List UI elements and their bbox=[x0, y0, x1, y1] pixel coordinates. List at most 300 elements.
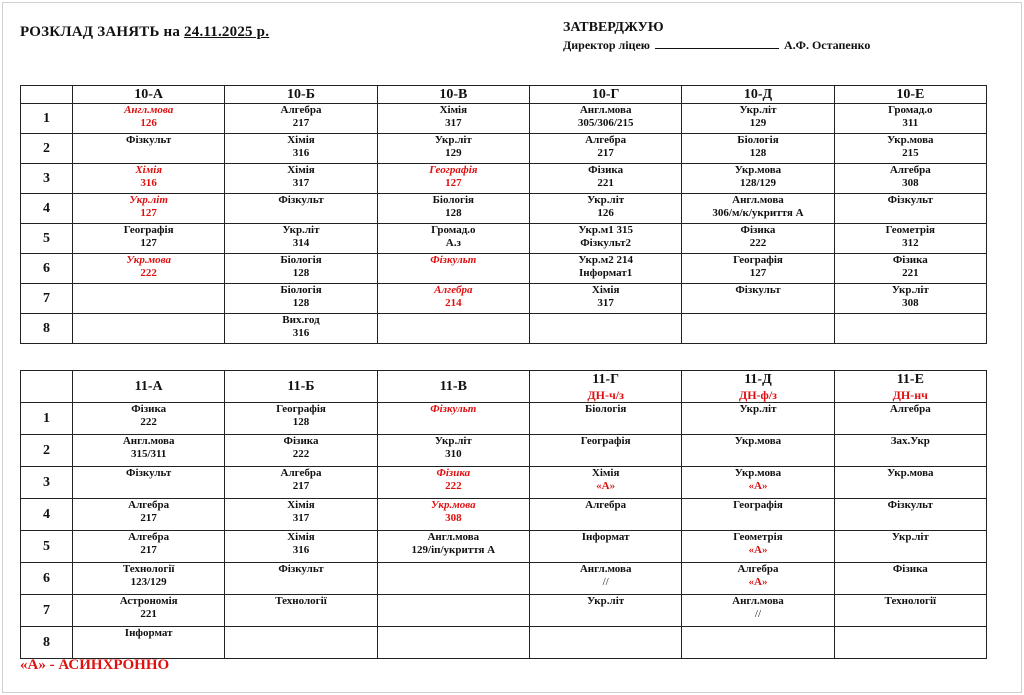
room-number: 126 bbox=[140, 117, 157, 129]
table-row bbox=[21, 499, 987, 531]
subject-name: Алгебра bbox=[889, 403, 931, 415]
room-number: 221 bbox=[140, 608, 157, 620]
subject-name: Фізкульт bbox=[278, 563, 324, 575]
subject-name: Інформат bbox=[124, 627, 173, 639]
lesson-number: 7 bbox=[21, 284, 73, 314]
subject-name: Англ.мова bbox=[579, 563, 632, 575]
table-row bbox=[21, 403, 987, 435]
lesson-number: 7 bbox=[21, 595, 73, 627]
lesson-cell bbox=[225, 164, 377, 194]
room-number: 314 bbox=[292, 237, 310, 249]
room-number: 217 bbox=[597, 147, 614, 159]
room-number: «А» bbox=[748, 544, 768, 556]
lesson-cell bbox=[529, 224, 681, 254]
subject-name: Англ.мова bbox=[124, 104, 174, 116]
lesson-cell bbox=[73, 224, 225, 254]
room-number: 217 bbox=[292, 117, 310, 129]
subject-name: Фізика bbox=[892, 254, 928, 266]
subject-name: Укр.мова bbox=[734, 435, 782, 447]
subject-name: Фізика bbox=[283, 435, 319, 447]
approval-name: А.Ф. Остапенко bbox=[783, 38, 871, 52]
lesson-cell bbox=[225, 194, 377, 224]
subject-name: Хімія bbox=[287, 164, 315, 176]
room-number: 308 bbox=[445, 512, 462, 524]
subject-name: Технології bbox=[275, 595, 327, 607]
subject-name: Фізкульт bbox=[887, 499, 933, 511]
lesson-cell bbox=[225, 104, 377, 134]
lesson-cell bbox=[377, 194, 529, 224]
subject-name: Громад.о bbox=[888, 104, 933, 116]
lesson-cell bbox=[225, 627, 377, 659]
table-row bbox=[21, 467, 987, 499]
lesson-cell bbox=[682, 499, 834, 531]
lesson-cell bbox=[225, 435, 377, 467]
lesson-cell bbox=[682, 284, 834, 314]
lesson-number: 3 bbox=[21, 164, 73, 194]
subject-name: Фізкульт bbox=[278, 194, 324, 206]
lesson-number: 3 bbox=[21, 467, 73, 499]
class-subtitle: ДН-ф/з bbox=[738, 387, 777, 402]
header-corner-cell bbox=[21, 86, 73, 104]
lesson-cell bbox=[73, 254, 225, 284]
lesson-cell bbox=[225, 314, 377, 344]
lesson-cell bbox=[529, 435, 681, 467]
subject-name: Фізкульт bbox=[430, 403, 477, 415]
lesson-cell bbox=[529, 563, 681, 595]
lesson-number: 2 bbox=[21, 134, 73, 164]
lesson-cell bbox=[225, 254, 377, 284]
room-number: 222 bbox=[292, 448, 310, 460]
class-header-cell bbox=[73, 86, 225, 104]
room-number: 222 bbox=[749, 237, 767, 249]
subject-name: Біологія bbox=[737, 134, 779, 146]
lesson-cell bbox=[225, 467, 377, 499]
lesson-number: 4 bbox=[21, 194, 73, 224]
room-number: 306/м/к/укриття А bbox=[712, 207, 804, 219]
subject-name: Укр.м1 315 bbox=[578, 224, 633, 236]
subject-name: Хімія bbox=[287, 499, 315, 511]
lesson-cell bbox=[73, 595, 225, 627]
lesson-cell bbox=[73, 284, 225, 314]
approval-block bbox=[563, 20, 870, 53]
table-row bbox=[21, 284, 987, 314]
class-name: 11-Г bbox=[592, 371, 620, 387]
room-number: 128 bbox=[292, 267, 310, 279]
lesson-cell bbox=[529, 104, 681, 134]
subject-name: Укр.літ bbox=[739, 403, 777, 415]
lesson-cell bbox=[529, 627, 681, 659]
class-header-cell bbox=[529, 371, 681, 403]
lesson-number: 1 bbox=[21, 403, 73, 435]
subject-name: Алгебра bbox=[280, 467, 322, 479]
room-number: 128 bbox=[445, 207, 462, 219]
subject-name: Фізика bbox=[588, 164, 624, 176]
lesson-number: 1 bbox=[21, 104, 73, 134]
class-name: 10-Е bbox=[896, 86, 925, 102]
lesson-cell bbox=[834, 467, 986, 499]
lesson-cell bbox=[225, 531, 377, 563]
room-number: // bbox=[754, 608, 762, 620]
approval-title: ЗАТВЕРДЖУЮ bbox=[563, 20, 664, 35]
lesson-cell bbox=[834, 284, 986, 314]
subject-name: Укр.літ bbox=[739, 104, 777, 116]
lesson-cell bbox=[377, 467, 529, 499]
subject-name: Географія bbox=[276, 403, 326, 415]
subject-name: Громад.о bbox=[431, 224, 476, 236]
subject-name: Алгебра bbox=[889, 164, 931, 176]
lesson-cell bbox=[682, 254, 834, 284]
approval-signature-line bbox=[563, 38, 870, 53]
subject-name: Алгебра bbox=[128, 499, 170, 511]
lesson-number: 4 bbox=[21, 499, 73, 531]
lesson-number: 8 bbox=[21, 314, 73, 344]
subject-name: Астрономія bbox=[119, 595, 178, 607]
subject-name: Фізика bbox=[892, 563, 928, 575]
class-header-cell bbox=[377, 371, 529, 403]
subject-name: Вих.год bbox=[282, 314, 320, 326]
lesson-cell bbox=[529, 531, 681, 563]
subject-name: Технології bbox=[884, 595, 937, 607]
class-header-cell bbox=[225, 86, 377, 104]
lesson-cell bbox=[834, 254, 986, 284]
lesson-cell bbox=[377, 284, 529, 314]
room-number: 222 bbox=[140, 267, 157, 279]
subject-name: Фізика bbox=[436, 467, 471, 479]
subject-name: Алгебра bbox=[128, 531, 170, 543]
class-name: 10-Д bbox=[743, 86, 773, 102]
subject-name: Укр.літ bbox=[587, 194, 625, 206]
subject-name: Англ.мова bbox=[427, 531, 480, 543]
lesson-cell bbox=[834, 224, 986, 254]
lesson-cell bbox=[377, 134, 529, 164]
class-subtitle: ДН-ч/з bbox=[587, 387, 624, 402]
lesson-cell bbox=[73, 563, 225, 595]
subject-name: Біологія bbox=[280, 254, 322, 266]
lesson-cell bbox=[682, 164, 834, 194]
subject-name: Хімія bbox=[287, 134, 315, 146]
lesson-cell bbox=[682, 224, 834, 254]
lesson-cell bbox=[377, 104, 529, 134]
room-number: 128 bbox=[292, 416, 310, 428]
lesson-cell bbox=[73, 403, 225, 435]
table-header-row bbox=[21, 371, 987, 403]
approval-role: Директор ліцею bbox=[563, 38, 650, 52]
lesson-cell bbox=[377, 314, 529, 344]
room-number: 127 bbox=[140, 237, 157, 249]
class-name: 11-В bbox=[439, 378, 467, 394]
room-number: 310 bbox=[445, 448, 462, 460]
lesson-cell bbox=[225, 595, 377, 627]
lesson-cell bbox=[529, 194, 681, 224]
lesson-cell bbox=[529, 467, 681, 499]
class-subtitle: ДН-нч bbox=[892, 387, 928, 402]
table-row bbox=[21, 104, 987, 134]
subject-name: Фізкульт bbox=[126, 467, 172, 479]
class-name: 11-А bbox=[134, 378, 163, 394]
class-name: 10-В bbox=[439, 86, 468, 102]
room-number: 217 bbox=[140, 512, 157, 524]
room-number: 316 bbox=[292, 147, 310, 159]
lesson-cell bbox=[377, 531, 529, 563]
room-number: 127 bbox=[140, 207, 157, 219]
class-name: 11-Д bbox=[744, 371, 772, 387]
room-number: 128/129 bbox=[739, 177, 776, 189]
table-row bbox=[21, 254, 987, 284]
class-name: 11-Б bbox=[287, 378, 315, 394]
title-prefix: РОЗКЛАД ЗАНЯТЬ на bbox=[20, 24, 181, 40]
subject-name: Біологія bbox=[584, 403, 627, 415]
lesson-cell bbox=[682, 467, 834, 499]
lesson-cell bbox=[834, 595, 986, 627]
lesson-cell bbox=[834, 194, 986, 224]
table-row bbox=[21, 194, 987, 224]
subject-name: Географія bbox=[429, 164, 478, 176]
lesson-cell bbox=[682, 595, 834, 627]
subject-name: Укр.літ bbox=[434, 134, 472, 146]
room-number: «А» bbox=[596, 480, 616, 492]
lesson-cell bbox=[834, 164, 986, 194]
lesson-cell bbox=[682, 194, 834, 224]
lesson-cell bbox=[682, 435, 834, 467]
table-row bbox=[21, 531, 987, 563]
schedule-date: 24.11.2025 р. bbox=[184, 24, 270, 40]
lesson-cell bbox=[834, 499, 986, 531]
room-number: «А» bbox=[748, 480, 768, 492]
room-number: «А» bbox=[748, 576, 768, 588]
room-number: Фізкульт2 bbox=[580, 237, 632, 249]
table-row bbox=[21, 435, 987, 467]
lesson-cell bbox=[73, 531, 225, 563]
class-header-cell bbox=[377, 86, 529, 104]
legend-async: «А» - АСИНХРОННО bbox=[20, 657, 170, 673]
class-header-cell bbox=[834, 86, 986, 104]
lesson-cell bbox=[834, 627, 986, 659]
subject-name: Хімія bbox=[591, 467, 620, 479]
lesson-cell bbox=[529, 134, 681, 164]
lesson-cell bbox=[73, 435, 225, 467]
lesson-cell bbox=[377, 224, 529, 254]
subject-name: Зах.Укр bbox=[890, 435, 930, 447]
lesson-cell bbox=[377, 595, 529, 627]
lesson-cell bbox=[377, 254, 529, 284]
room-number: 128 bbox=[749, 147, 767, 159]
lesson-cell bbox=[225, 224, 377, 254]
subject-name: Географія bbox=[123, 224, 174, 236]
room-number: 317 bbox=[292, 177, 310, 189]
subject-name: Фізкульт bbox=[735, 284, 781, 296]
lesson-cell bbox=[834, 314, 986, 344]
lesson-cell bbox=[834, 435, 986, 467]
subject-name: Хімія bbox=[439, 104, 468, 116]
lesson-cell bbox=[682, 134, 834, 164]
subject-name: Фізика bbox=[740, 224, 776, 236]
room-number: 311 bbox=[902, 117, 919, 129]
table-row bbox=[21, 627, 987, 659]
subject-name: Укр.літ bbox=[587, 595, 625, 607]
class-name: 10-Б bbox=[287, 86, 315, 102]
table-row bbox=[21, 563, 987, 595]
lesson-cell bbox=[529, 403, 681, 435]
schedule-table-grade-10 bbox=[20, 85, 987, 344]
subject-name: Англ.мова bbox=[579, 104, 632, 116]
room-number: Інформат1 bbox=[579, 267, 633, 279]
subject-name: Фізкульт bbox=[887, 194, 933, 206]
lesson-cell bbox=[377, 164, 529, 194]
subject-name: Фізкульт bbox=[126, 134, 172, 146]
lesson-cell bbox=[225, 563, 377, 595]
room-number: 129/іп/укриття А bbox=[411, 544, 496, 556]
subject-name: Укр.мова bbox=[126, 254, 171, 266]
lesson-cell bbox=[682, 314, 834, 344]
subject-name: Географія bbox=[580, 435, 631, 447]
subject-name: Геометрія bbox=[733, 531, 783, 543]
subject-name: Біологія bbox=[432, 194, 474, 206]
table-row bbox=[21, 314, 987, 344]
room-number: 217 bbox=[292, 480, 310, 492]
subject-name: Укр.мова bbox=[887, 134, 934, 146]
lesson-number: 5 bbox=[21, 531, 73, 563]
room-number: 215 bbox=[902, 147, 919, 159]
schedule-title bbox=[20, 24, 269, 41]
lesson-number: 6 bbox=[21, 563, 73, 595]
lesson-cell bbox=[529, 254, 681, 284]
room-number: 308 bbox=[902, 177, 919, 189]
room-number: 312 bbox=[902, 237, 919, 249]
room-number: А.з bbox=[445, 237, 461, 249]
class-header-cell bbox=[682, 371, 834, 403]
header-corner-cell bbox=[21, 371, 73, 403]
lesson-cell bbox=[73, 314, 225, 344]
lesson-cell bbox=[834, 104, 986, 134]
subject-name: Укр.літ bbox=[891, 531, 929, 543]
lesson-cell bbox=[73, 104, 225, 134]
lesson-cell bbox=[834, 531, 986, 563]
lesson-cell bbox=[682, 627, 834, 659]
subject-name: Геометрія bbox=[885, 224, 935, 236]
room-number: 127 bbox=[445, 177, 462, 189]
lesson-cell bbox=[73, 627, 225, 659]
class-name: 11-Е bbox=[896, 371, 924, 387]
subject-name: Інформат bbox=[581, 531, 630, 543]
subject-name: Алгебра bbox=[737, 563, 779, 575]
lesson-cell bbox=[73, 134, 225, 164]
lesson-number: 8 bbox=[21, 627, 73, 659]
lesson-cell bbox=[225, 134, 377, 164]
subject-name: Хімія bbox=[287, 531, 315, 543]
class-header-cell bbox=[225, 371, 377, 403]
subject-name: Укр.мова bbox=[734, 164, 782, 176]
lesson-cell bbox=[225, 284, 377, 314]
subject-name: Англ.мова bbox=[732, 194, 784, 206]
room-number: 217 bbox=[140, 544, 157, 556]
table-row bbox=[21, 224, 987, 254]
room-number: 129 bbox=[445, 147, 462, 159]
subject-name: Укр.літ bbox=[434, 435, 472, 447]
class-name: 10-Г bbox=[591, 86, 620, 102]
lesson-cell bbox=[377, 627, 529, 659]
room-number: 316 bbox=[292, 544, 310, 556]
room-number: 317 bbox=[445, 117, 462, 129]
class-name: 10-А bbox=[134, 86, 164, 102]
lesson-cell bbox=[377, 403, 529, 435]
room-number: 315/311 bbox=[130, 448, 167, 460]
subject-name: Географія bbox=[733, 499, 783, 511]
lesson-cell bbox=[682, 563, 834, 595]
room-number: 316 bbox=[140, 177, 157, 189]
room-number: 123/129 bbox=[130, 576, 167, 588]
class-header-cell bbox=[682, 86, 834, 104]
subject-name: Укр.мова bbox=[887, 467, 934, 479]
subject-name: Укр.м2 214 bbox=[578, 254, 633, 266]
subject-name: Алгебра bbox=[585, 134, 627, 146]
lesson-cell bbox=[682, 531, 834, 563]
class-header-cell bbox=[834, 371, 986, 403]
lesson-cell bbox=[377, 563, 529, 595]
room-number: 317 bbox=[292, 512, 310, 524]
subject-name: Фізкульт bbox=[430, 254, 477, 266]
subject-name: Укр.мова bbox=[734, 467, 782, 479]
room-number: 305/306/215 bbox=[577, 117, 634, 129]
room-number: 221 bbox=[902, 267, 919, 279]
room-number: 316 bbox=[292, 327, 310, 339]
lesson-cell bbox=[73, 499, 225, 531]
lesson-number: 5 bbox=[21, 224, 73, 254]
subject-name: Біологія bbox=[280, 284, 322, 296]
lesson-cell bbox=[73, 467, 225, 499]
class-header-cell bbox=[73, 371, 225, 403]
lesson-cell bbox=[834, 134, 986, 164]
room-number: // bbox=[602, 576, 609, 588]
subject-name: Хімія bbox=[591, 284, 620, 296]
room-number: 222 bbox=[140, 416, 157, 428]
lesson-cell bbox=[529, 499, 681, 531]
room-number: 214 bbox=[445, 297, 462, 309]
lesson-cell bbox=[529, 164, 681, 194]
room-number: 221 bbox=[597, 177, 614, 189]
lesson-cell bbox=[682, 104, 834, 134]
subject-name: Географія bbox=[733, 254, 783, 266]
schedule-table-grade-11 bbox=[20, 370, 987, 659]
lesson-cell bbox=[225, 403, 377, 435]
subject-name: Англ.мова bbox=[732, 595, 784, 607]
room-number: 308 bbox=[902, 297, 919, 309]
table-header-row bbox=[21, 86, 987, 104]
lesson-cell bbox=[225, 499, 377, 531]
lesson-cell bbox=[377, 435, 529, 467]
room-number: 317 bbox=[597, 297, 614, 309]
lesson-cell bbox=[529, 314, 681, 344]
room-number: 129 bbox=[749, 117, 767, 129]
room-number: 126 bbox=[597, 207, 614, 219]
lesson-number: 6 bbox=[21, 254, 73, 284]
subject-name: Укр.літ bbox=[129, 194, 168, 206]
room-number: 128 bbox=[292, 297, 310, 309]
table-row bbox=[21, 595, 987, 627]
subject-name: Англ.мова bbox=[122, 435, 175, 447]
lesson-cell bbox=[377, 499, 529, 531]
room-number: 127 bbox=[749, 267, 767, 279]
table-row bbox=[21, 164, 987, 194]
subject-name: Укр.літ bbox=[891, 284, 929, 296]
room-number: 222 bbox=[445, 480, 462, 492]
signature-line bbox=[655, 38, 779, 49]
subject-name: Укр.мова bbox=[431, 499, 476, 511]
lesson-number: 2 bbox=[21, 435, 73, 467]
class-header-cell bbox=[529, 86, 681, 104]
lesson-cell bbox=[682, 403, 834, 435]
subject-name: Хімія bbox=[135, 164, 162, 176]
subject-name: Технології bbox=[122, 563, 175, 575]
